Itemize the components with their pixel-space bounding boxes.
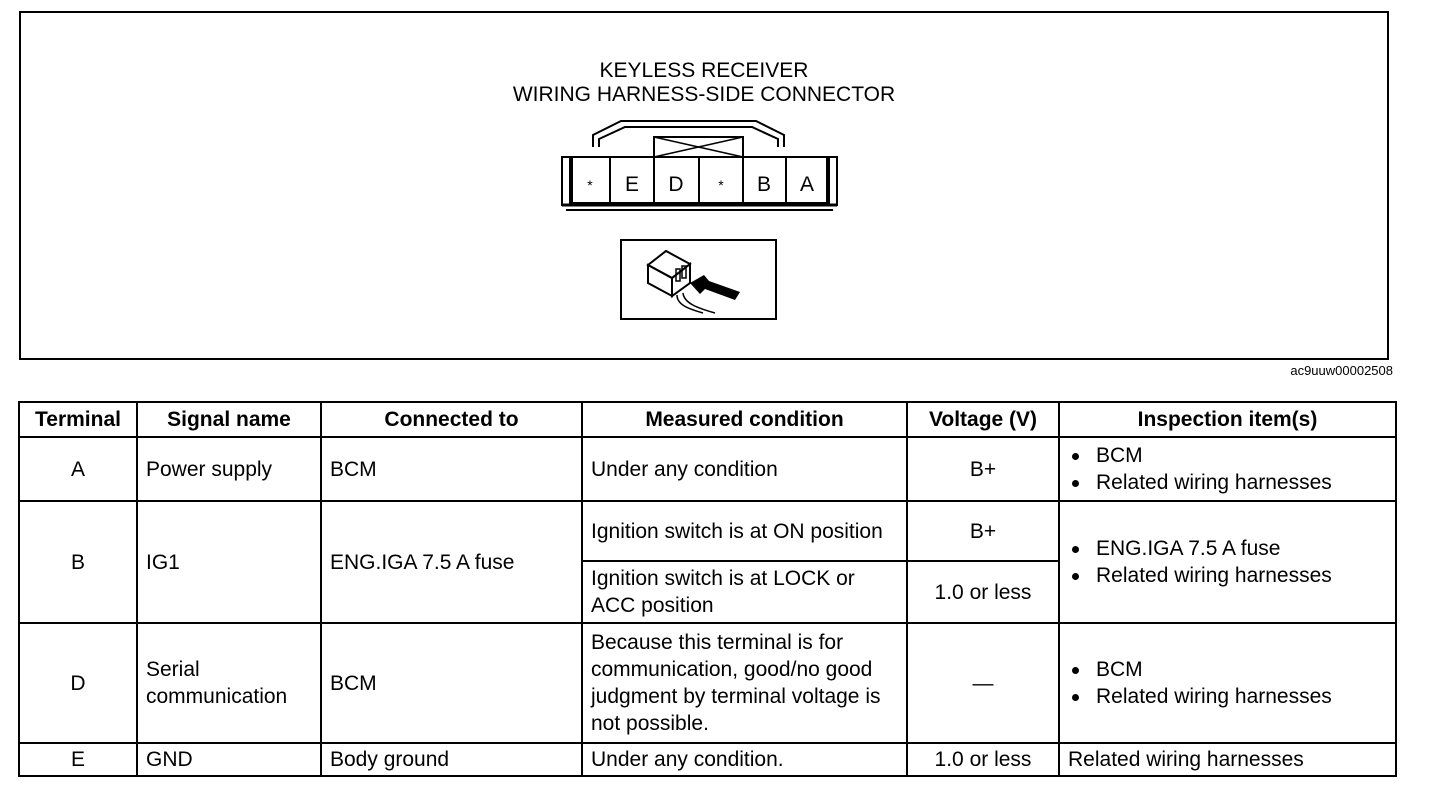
terminal-spec-table (18, 401, 1397, 777)
cell-terminal: E (19, 743, 137, 776)
inspection-item: ENG.IGA 7.5 A fuse (1096, 535, 1387, 562)
cell-terminal: D (19, 623, 137, 743)
cell-signal-name: GND (137, 743, 321, 776)
cell-terminal: B (19, 501, 137, 623)
cell-voltage: 1.0 or less (907, 561, 1059, 623)
connector-drawing (21, 13, 1387, 358)
cell-terminal: A (19, 437, 137, 501)
diagram-title-line-2: WIRING HARNESS-SIDE CONNECTOR (512, 83, 896, 106)
cell-inspection-items (1059, 437, 1396, 501)
table-row-terminal-e (19, 743, 1396, 776)
cell-connected-to: BCM (321, 623, 582, 743)
cell-signal-name: Serial communication (137, 623, 321, 743)
cell-connected-to: BCM (321, 437, 582, 501)
image-code: ac9uuw00002508 (1290, 363, 1393, 378)
cell-measured-condition: Under any condition. (582, 743, 907, 776)
header-connected-to: Connected to (321, 402, 582, 437)
inspection-item: Related wiring harnesses (1096, 469, 1387, 496)
inspection-item: Related wiring harnesses (1096, 683, 1387, 710)
table-row-terminal-b (19, 501, 1396, 561)
inspection-item: BCM (1096, 442, 1387, 469)
cell-voltage: — (907, 623, 1059, 743)
cell-measured-condition: Ignition switch is at LOCK or ACC position (582, 561, 907, 623)
header-measured-condition: Measured condition (582, 402, 907, 437)
cell-inspection-items: Related wiring harnesses (1059, 743, 1396, 776)
table-row-terminal-d (19, 623, 1396, 743)
cell-voltage: B+ (907, 437, 1059, 501)
harness-view-icon (621, 240, 776, 319)
header-inspection-items: Inspection item(s) (1059, 402, 1396, 437)
cell-signal-name: Power supply (137, 437, 321, 501)
pin-label-b: B (756, 173, 772, 196)
header-signal-name: Signal name (137, 402, 321, 437)
cell-signal-name: IG1 (137, 501, 321, 623)
pin-label-d: D (668, 173, 684, 196)
inspection-item: Related wiring harnesses (1096, 562, 1387, 589)
cell-measured-condition: Under any condition (582, 437, 907, 501)
connector-pin-labels (587, 173, 814, 196)
header-voltage: Voltage (V) (907, 402, 1059, 437)
connector-housing (562, 121, 837, 210)
pin-label-blank-2: * (718, 177, 724, 193)
pin-label-e: E (624, 173, 640, 196)
cell-connected-to: ENG.IGA 7.5 A fuse (321, 501, 582, 623)
table-row-terminal-a (19, 437, 1396, 501)
pin-label-a: A (799, 173, 815, 196)
cell-inspection-items (1059, 501, 1396, 623)
connector-diagram (19, 11, 1389, 360)
table-header-row (19, 402, 1396, 437)
pin-label-blank-1: * (587, 177, 593, 193)
cell-voltage: B+ (907, 501, 1059, 561)
header-terminal: Terminal (19, 402, 137, 437)
diagram-title-line-1: KEYLESS RECEIVER (599, 59, 809, 82)
cell-voltage: 1.0 or less (907, 743, 1059, 776)
cell-inspection-items (1059, 623, 1396, 743)
cell-connected-to: Body ground (321, 743, 582, 776)
inspection-item: BCM (1096, 656, 1387, 683)
cell-measured-condition: Because this terminal is for communication, good/no good judgment by terminal voltage is not possible. (582, 623, 907, 743)
cell-measured-condition: Ignition switch is at ON position (582, 501, 907, 561)
